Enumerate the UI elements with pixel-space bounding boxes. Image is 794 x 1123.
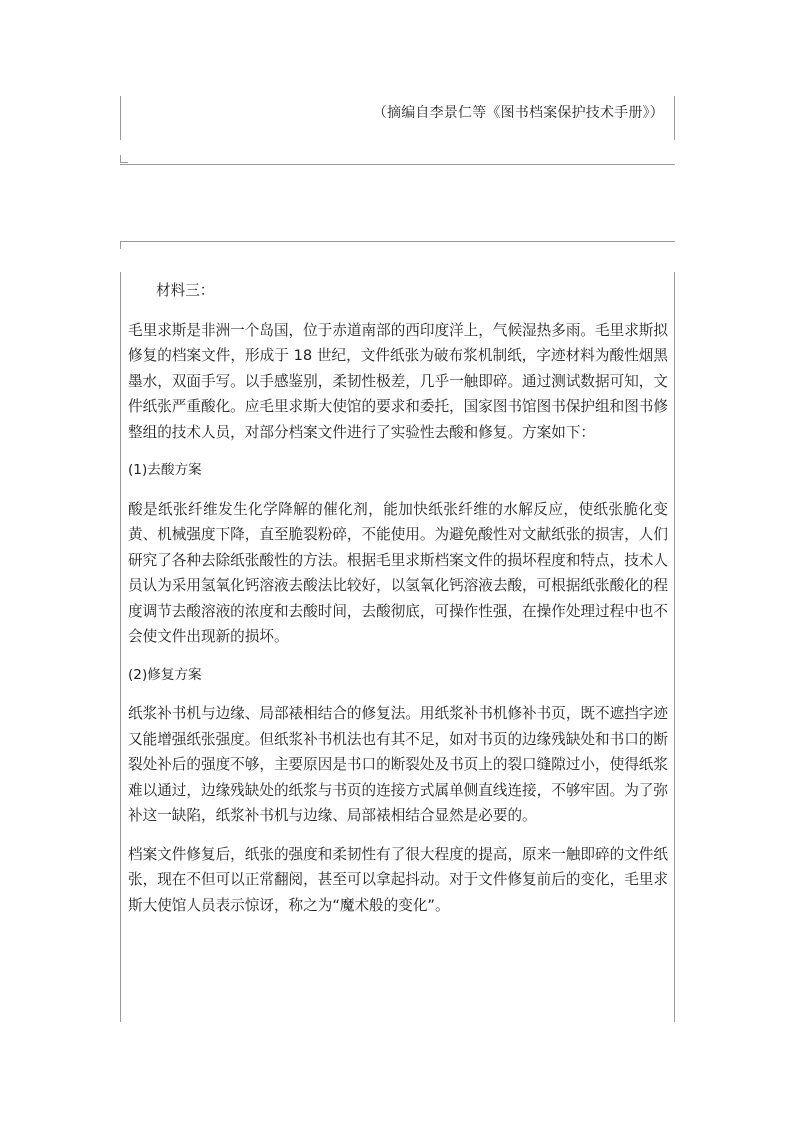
section2-text: 纸浆补书机与边缘、局部裱相结合的修复法。用纸浆补书机修补书页，既不遮挡字迹又能增强纸张强度。但纸浆补书机法也有其不足，如对书页的边缘残缺处和书口的断裂处补后的强度不够，主要原因是书口的断裂处及书页上的裂口缝隙过小，使得纸浆难以通过，边缘残缺处的纸浆与书页的连接方式属单侧直线连接，不够牢固。为了弥补这一缺陷，纸浆补书机与边缘、局部裱相结合显然是必要的。	[128, 705, 668, 824]
top-table-right-border	[674, 96, 675, 140]
material-three-content	[128, 278, 668, 931]
page-break-line-top	[120, 164, 675, 165]
page-break-corner-mark	[120, 155, 128, 163]
section1-text: 酸是纸张纤维发生化学降解的催化剂，能加快纸张纤维的水解反应，使纸张脆化变黄、机械强度下降，直至脆裂粉碎，不能使用。为避免酸性对文献纸张的损害，人们研究了各种去除纸张酸性的方法。根据毛里求斯档案文件的损坏程度和特点，技术人员认为采用氢氧化钙溶液去酸法比较好，以氢氧化钙溶液去酸，可根据纸张酸化的程度调节去酸溶液的浓度和去酸时间，去酸彻底，可操作性强，在操作处理过程中也不会使文件出现新的损坏。	[128, 500, 668, 645]
section2-label: (2)修复方案	[128, 666, 202, 683]
top-table-left-border	[120, 96, 121, 140]
material-heading: 材料三：	[156, 282, 215, 299]
section1-label: (1)去酸方案	[128, 462, 202, 478]
page-break-line-bottom	[120, 241, 675, 242]
source-citation: （摘编自李景仁等《图书档案保护技术手册》）	[372, 105, 664, 121]
content-right-border	[674, 272, 675, 1022]
closing-paragraph: 档案文件修复后，纸张的强度和柔韧性有了很大程度的提高，原来一触即碎的文件纸张，现在不但可以正常翻阅，甚至可以拿起抖动。对于文件修复前后的变化，毛里求斯大使馆人员表示惊讶，称之为“魔术般的变化”。	[128, 845, 668, 914]
page-break-corner-mark	[120, 241, 128, 249]
intro-paragraph: 毛里求斯是非洲一个岛国，位于赤道南部的西印度洋上，气候湿热多雨。毛里求斯拟修复的档案文件，形成于 18 世纪，文件纸张为破布浆机制纸，字迹材料为酸性烟黑墨水，双面手写。以手感鉴别，柔韧性极差，几乎一触即碎。通过测试数据可知，文件纸张严重酸化。应毛里求斯大使馆的要求和委托，国家图书馆图书保护组和图书修整组的技术人员，对部分档案文件进行了实验性去酸和修复。方案如下：	[128, 321, 668, 441]
content-left-border	[120, 272, 121, 1022]
